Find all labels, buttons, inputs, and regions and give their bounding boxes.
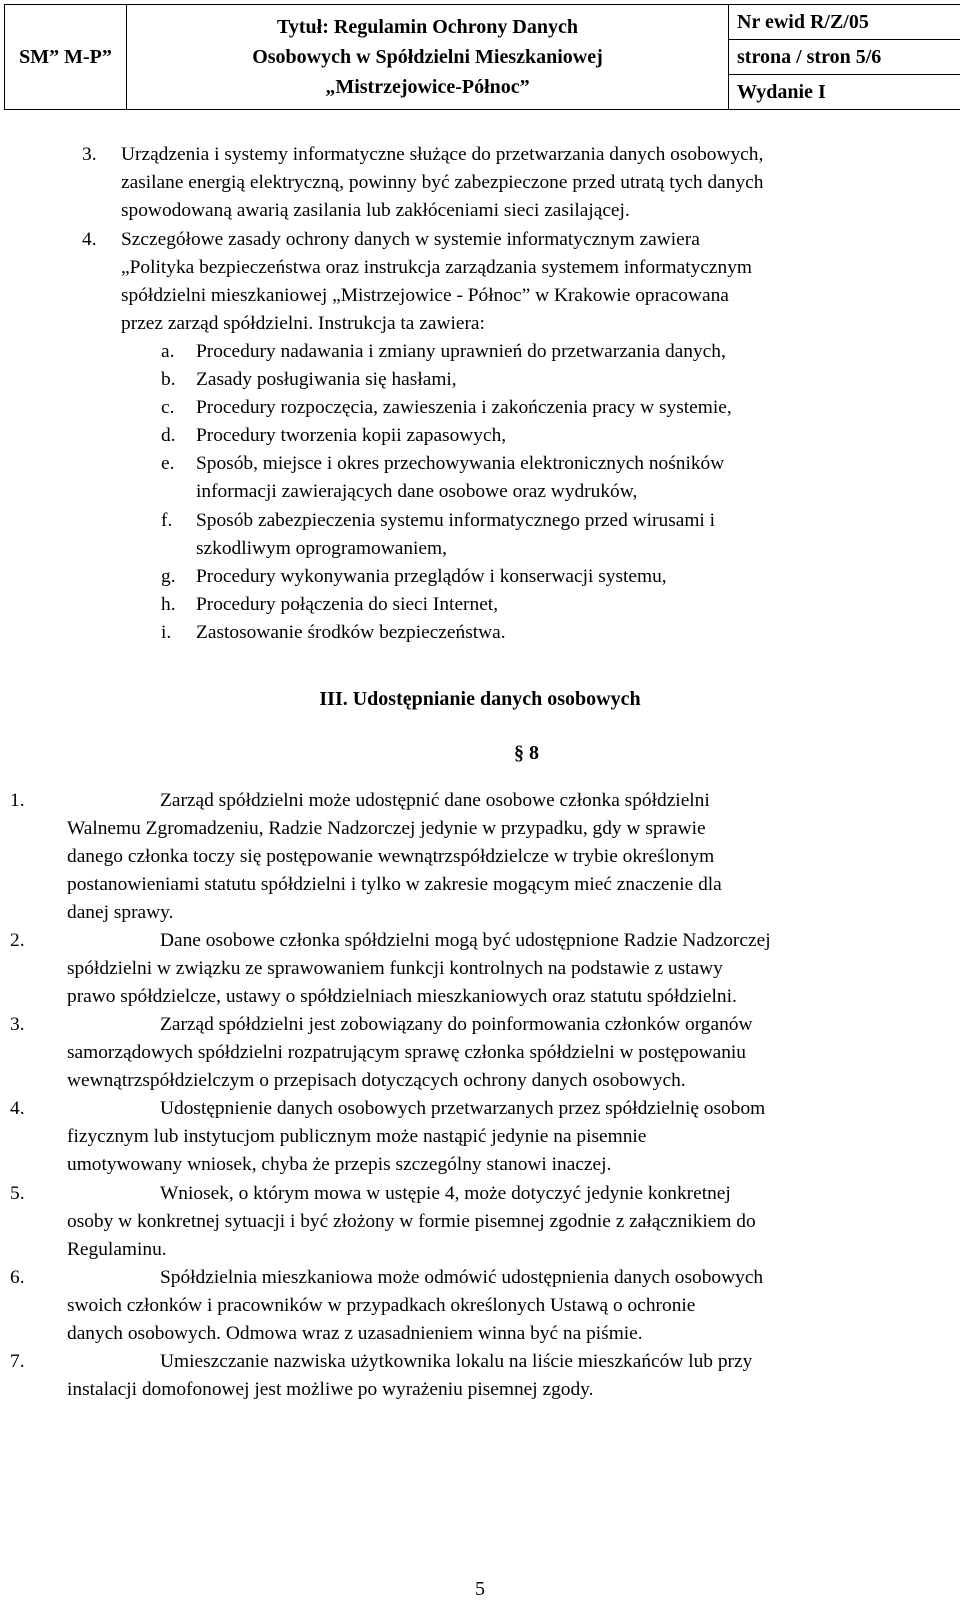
point-line: swoich członków i pracowników w przypadkach określonych Ustawą o ochronie (67, 1295, 696, 1316)
doc-page-cell (729, 40, 960, 75)
point-line: prawo spółdzielcze, ustawy o spółdzielniach mieszkaniowych oraz statutu spółdzielni. (67, 986, 737, 1007)
point-line: Udostępnienie danych osobowych przetwarzanych przez spółdzielnię osobom (160, 1098, 766, 1119)
sub-item-cont: szkodliwym oprogramowaniem, (196, 538, 447, 559)
point-line: Walnemu Zgromadzeniu, Radzie Nadzorczej jedynie w przypadku, gdy w sprawie (67, 818, 706, 839)
sub-item-cont: informacji zawierających dane osobowe oraz wydruków, (196, 481, 638, 502)
sub-marker: g. (161, 566, 176, 587)
point-number: 2. (10, 930, 25, 951)
item3-line2: zasilane energią elektryczną, powinny być zabezpieczone przed utratą tych danych (121, 172, 764, 193)
sub-marker: f. (161, 510, 173, 531)
item-number: 3. (82, 144, 97, 165)
doc-code: SM” M-P” (5, 5, 127, 110)
point-line: Zarząd spółdzielni jest zobowiązany do poinformowania członków organów (160, 1014, 753, 1035)
point-line: Dane osobowe członka spółdzielni mogą być udostępnione Radzie Nadzorczej (160, 930, 771, 951)
sub-marker: b. (161, 369, 176, 390)
point-number: 1. (10, 790, 25, 811)
sub-item: Procedury nadawania i zmiany uprawnień do przetwarzania danych, (196, 341, 726, 362)
sub-marker: i. (161, 622, 172, 643)
doc-title (127, 5, 729, 110)
item4-line1: Szczegółowe zasady ochrony danych w systemie informatycznym zawiera (121, 229, 700, 250)
point-line: wewnątrzspółdzielczym o przepisach dotyczących ochrony danych osobowych. (67, 1070, 686, 1091)
point-line: danych osobowych. Odmowa wraz z uzasadnieniem winna być na piśmie. (67, 1323, 643, 1344)
item3-line1: Urządzenia i systemy informatyczne służące do przetwarzania danych osobowych, (121, 144, 764, 165)
document-header (4, 4, 960, 110)
point-line: Zarząd spółdzielni może udostępnić dane osobowe członka spółdzielni (160, 790, 710, 811)
sub-item: Zasady posługiwania się hasłami, (196, 369, 457, 390)
point-number: 4. (10, 1098, 25, 1119)
item-number: 4. (82, 229, 97, 250)
point-line: samorządowych spółdzielni rozpatrującym sprawę członka spółdzielni w postępowaniu (67, 1042, 747, 1063)
sub-marker: h. (161, 594, 176, 615)
point-line: umotywowany wniosek, chyba że przepis szczególny stanowi inaczej. (67, 1154, 612, 1175)
point-line: danego członka toczy się postępowanie wewnątrzspółdzielcze w trybie określonym (67, 846, 715, 867)
doc-page: strona / stron 5/6 (737, 46, 882, 68)
sub-marker: c. (161, 397, 175, 418)
sub-marker: a. (161, 341, 175, 362)
sub-item: Zastosowanie środków bezpieczeństwa. (196, 622, 506, 643)
sub-item: Procedury rozpoczęcia, zawieszenia i zakończenia pracy w systemie, (196, 397, 732, 418)
section-title: III. Udostępnianie danych osobowych (319, 688, 641, 710)
point-number: 7. (10, 1351, 25, 1372)
sub-item: Sposób, miejsce i okres przechowywania elektronicznych nośników (196, 453, 725, 474)
sub-item: Sposób zabezpieczenia systemu informatycznego przed wirusami i (196, 510, 716, 531)
sub-item: Procedury wykonywania przeglądów i konserwacji systemu, (196, 566, 667, 587)
doc-ref: Nr ewid R/Z/05 (737, 11, 869, 33)
point-number: 5. (10, 1183, 25, 1204)
item4-line3: spółdzielni mieszkaniowej „Mistrzejowice - Północ” w Krakowie opracowana (121, 285, 729, 306)
doc-title-line2: Osobowych w Spółdzielni Mieszkaniowej (252, 46, 603, 68)
point-line: Wniosek, o którym mowa w ustępie 4, może dotyczyć jedynie konkretnej (160, 1183, 731, 1204)
paragraph-sign: § 8 (514, 742, 539, 764)
doc-edition: Wydanie I (737, 81, 826, 103)
point-line: postanowieniami statutu spółdzielni i tylko w zakresie mogącym mieć znaczenie dla (67, 874, 722, 895)
sub-item: Procedury połączenia do sieci Internet, (196, 594, 499, 615)
point-line: fizycznym lub instytucjom publicznym może nastąpić jedynie na pisemnie (67, 1126, 647, 1147)
doc-title-line3: „Mistrzejowice-Północ” (325, 76, 530, 98)
point-line: instalacji domofonowej jest możliwe po wyrażeniu pisemnej zgody. (67, 1379, 594, 1400)
item4-line2: „Polityka bezpieczeństwa oraz instrukcja zarządzania systemem informatycznym (121, 257, 753, 278)
point-line: osoby w konkretnej sytuacji i być złożony w formie pisemnej zgodnie z załącznikiem do (67, 1211, 756, 1232)
doc-title-line1: Tytuł: Regulamin Ochrony Danych (277, 16, 578, 38)
point-line: spółdzielni w związku ze sprawowaniem funkcji kontrolnych na podstawie z ustawy (67, 958, 723, 979)
point-line: Regulaminu. (67, 1239, 167, 1260)
sub-item: Procedury tworzenia kopii zapasowych, (196, 425, 507, 446)
page-number: 5 (475, 1578, 485, 1600)
point-line: danej sprawy. (67, 902, 174, 923)
doc-ref-cell (729, 5, 960, 40)
sub-marker: e. (161, 453, 175, 474)
point-line: Spółdzielnia mieszkaniowa może odmówić udostępnienia danych osobowych (160, 1267, 764, 1288)
point-number: 6. (10, 1267, 25, 1288)
item4-line4: przez zarząd spółdzielni. Instrukcja ta zawiera: (121, 313, 485, 334)
point-number: 3. (10, 1014, 25, 1035)
doc-edition-cell (729, 75, 960, 110)
point-line: Umieszczanie nazwiska użytkownika lokalu na liście mieszkańców lub przy (160, 1351, 753, 1372)
item3-line3: spowodowaną awarią zasilania lub zakłóceniami sieci zasilającej. (121, 200, 630, 221)
sub-marker: d. (161, 425, 176, 446)
